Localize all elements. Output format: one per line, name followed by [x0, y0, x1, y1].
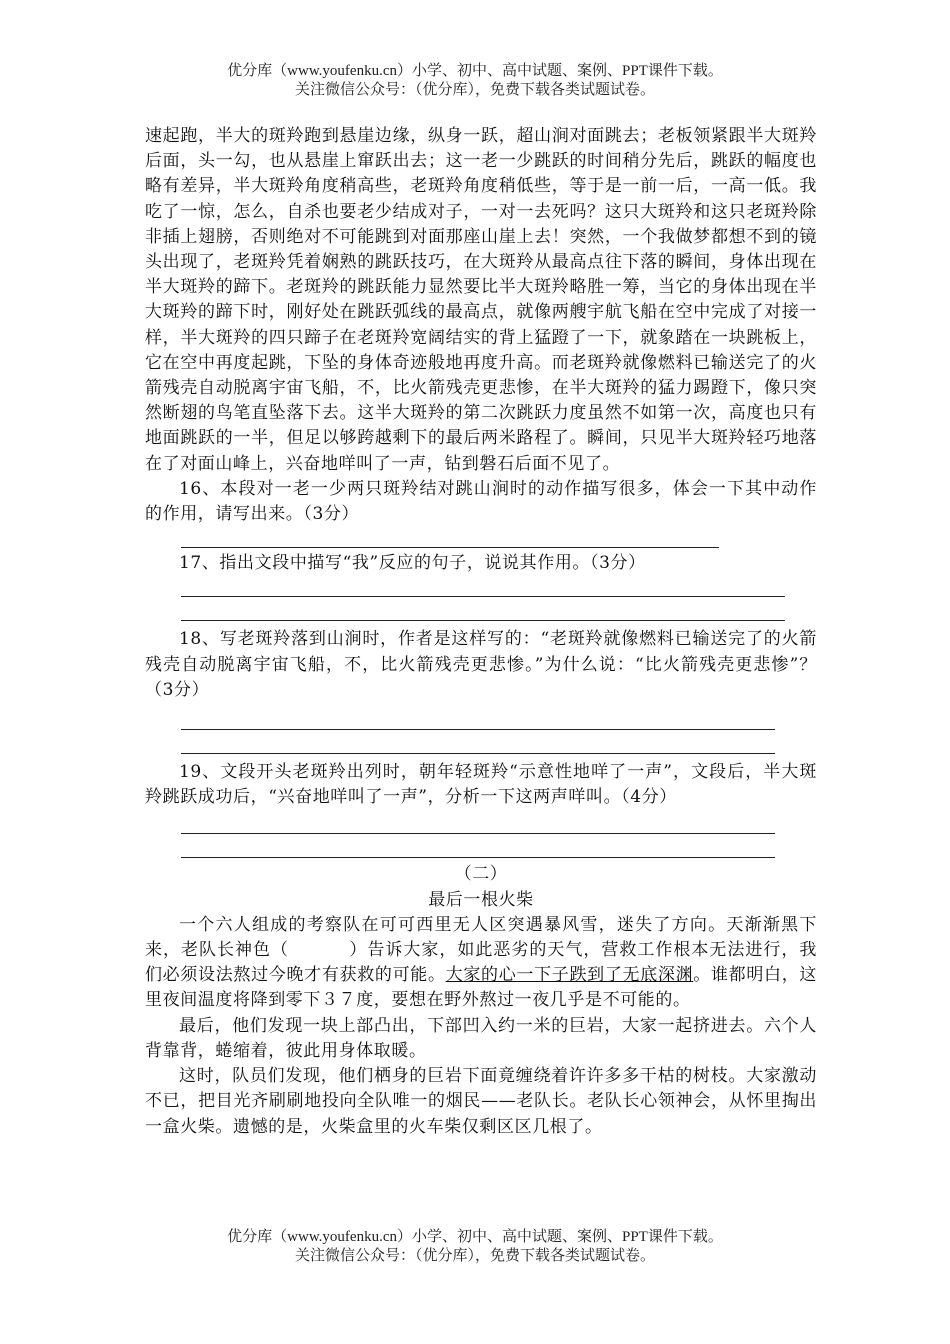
passage-1: 速起跑，半大的斑羚跑到悬崖边缘，纵身一跃，超山涧对面跳去；老板领紧跟半大斑羚后面，头一勾，也从悬崖上窜跃出去；这一老一少跳跃的时间稍分先后，跳跃的幅度也略有差异，半大斑羚角度稍高些，老斑羚角度稍低些，等于是一前一后，一高一低。我吃了一惊，怎么，自杀也要老少结成对子，一对一去死吗？这只大斑羚和这只老斑羚除非插上翅膀，否则绝对不可能跳到对面那座山崖上去！突然，一个我做梦都想不到的镜头出现了，老斑羚凭着娴熟的跳跃技巧，在大斑羚从最高点往下落的瞬间，身体出现在半大斑羚的蹄下。老斑羚的跳跃能力显然要比半大斑羚略胜一筹，当它的身体出现在半大斑羚的蹄下时，刚好处在跳跃弧线的最高点，就像两艘宇航飞船在空中完成了对接一样，半大斑羚的四只蹄子在老斑羚宽阔结实的背上猛蹬了一下，就象踏在一块跳板上，它在空中再度起跳，下坠的身体奇迹般地再度升高。而老斑羚就像燃料已输送完了的火箭残壳自动脱离宇宙飞船，不，比火箭残壳更悲惨，在半大斑羚的猛力踢蹬下，像只突然断翅的鸟笔直坠落下去。这半大斑羚的第二次跳跃力度虽然不如第一次，高度也只有地面跳跃的一半，但足以够跨越剩下的最后两米路程了。瞬间，只见半大斑羚轻巧地落在了对面山峰上，兴奋地咩叫了一声，钻到磐石后面不见了。 — [145, 126, 817, 474]
header-line-2: 关注微信公众号：（优分库），免费下载各类试题试卷。 — [294, 82, 655, 98]
document-body — [145, 124, 817, 1140]
underlined-sentence: 大家的心一下子跌到了无底深渊 — [445, 965, 694, 986]
answer-line — [181, 753, 775, 754]
question-19: 19、文段开头老斑羚出列时，朝年轻斑羚“示意性地咩了一声”，文段后，半大斑羚跳跃成功后，“兴奋地咩叫了一声”，分析一下这两声咩叫。（4分） — [145, 762, 817, 808]
section-number: （二） — [454, 864, 508, 885]
section2-paragraph-2: 最后，他们发现一块上部凸出，下部凹入约一米的巨岩，大家一起挤进去。六个人背靠背，蜷缩着，彼此用身体取暖。 — [145, 1015, 817, 1061]
p1-after-blank: ）告诉大家，如此恶劣的天气，营救工作根本无法进行，我们必须设法熬过今晚才有获救的可能。 — [145, 940, 817, 986]
section-title: 最后一根火柴 — [428, 889, 534, 910]
page-footer — [0, 1228, 950, 1266]
answer-line — [181, 620, 785, 621]
footer-line-2: 关注微信公众号：（优分库），免费下载各类试题试卷。 — [294, 1248, 655, 1264]
answer-line — [181, 857, 775, 858]
p1-end: 。谁都明白，这里夜间温度将降到零下３７度，要想在野外熬过一夜几乎是不可能的。 — [145, 965, 817, 1011]
question-17: 17、指出文段中描写“我”反应的句子，说说其作用。（3分） — [179, 553, 646, 574]
header-line-1: 优分库（www.youfenku.cn）小学、初中、高中试题、案例、PPT课件下载。 — [227, 63, 723, 79]
p1-before-blank: 一个六人组成的考察队在可可西里无人区突遇暴风雪，迷失了方向。天渐渐黑下来，老队长神色（ — [145, 914, 817, 961]
answer-line — [181, 547, 719, 548]
footer-line-1: 优分库（www.youfenku.cn）小学、初中、高中试题、案例、PPT课件下载。 — [227, 1229, 723, 1245]
section2-paragraph-1 — [145, 913, 817, 1014]
page-header — [0, 62, 950, 100]
question-18: 18、写老斑羚落到山涧时，作者是这样写的：“老斑羚就像燃料已输送完了的火箭残壳自动脱离宇宙飞船，不，比火箭残壳更悲惨。”为什么说：“比火箭残壳更悲惨”？（3分） — [145, 629, 817, 700]
question-16: 16、本段对一老一少两只斑羚结对跳山涧时的动作描写很多，体会一下其中动作的作用，请写出来。（3分） — [145, 478, 817, 525]
section2-paragraph-3: 这时，队员们发现，他们栖身的巨岩下面竟缠绕着许许多多干枯的树枝。大家激动不已，把目光齐刷刷地投向全队唯一的烟民——老队长。老队长心领神会，从怀里掏出一盒火柴。遗憾的是，火柴盒里的火车柴仅剩区区几根了。 — [145, 1066, 817, 1137]
